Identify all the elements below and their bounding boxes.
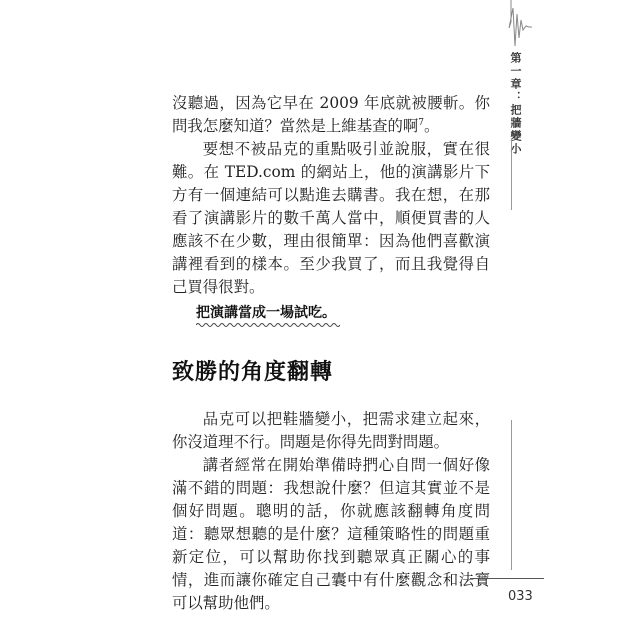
section-title: 致勝的角度翻轉 [172,360,334,385]
footer-rule [470,578,544,579]
page-number: 033 [508,589,533,604]
soundwave-decoration [496,0,532,60]
paragraph-2: 要想不被品克的重點吸引並說服，實在很難。在 TED.com 的網站上，他的演講影片下方有一個連結可以點進去購書。我在想，在那看了演講影片的數千萬人當中，順便買書的人應該不在少數，理由很簡單：因為他們喜歡演講裡看到的樣本。至少我買了，而且我覺得自己買得很對。 [172,140,490,296]
page-body [172,92,490,615]
callout-text: 把演講當成一場試吃。 [196,305,336,321]
paragraph-1: 沒聽過，因為它早在 2009 年底就被腰斬。你問我怎麼知道？當然是上維基查的啊$^7$。 [172,94,490,135]
paragraph-4: 講者經常在開始準備時捫心自問一個好像滿不錯的問題：我想說什麼？但這其實並不是個好問題。聰明的話，你就應該翻轉角度問道：聽眾想聽的是什麼？這種策略性的問題重新定位，可以幫助你找到聽眾真正關心的事情，進而讓你確定自己囊中有什麼觀念和法寶可以幫助他們。 [172,456,490,612]
header-rule-bottom [511,420,512,570]
header-rule-top [511,140,512,210]
chapter-heading: 第一章：把牆變小 [509,52,522,156]
footnote-ref: 7 [418,117,424,128]
paragraph-3: 品克可以把鞋牆變小，把需求建立起來，你沒道理不行。問題是你得先問對問題。 [172,410,490,451]
